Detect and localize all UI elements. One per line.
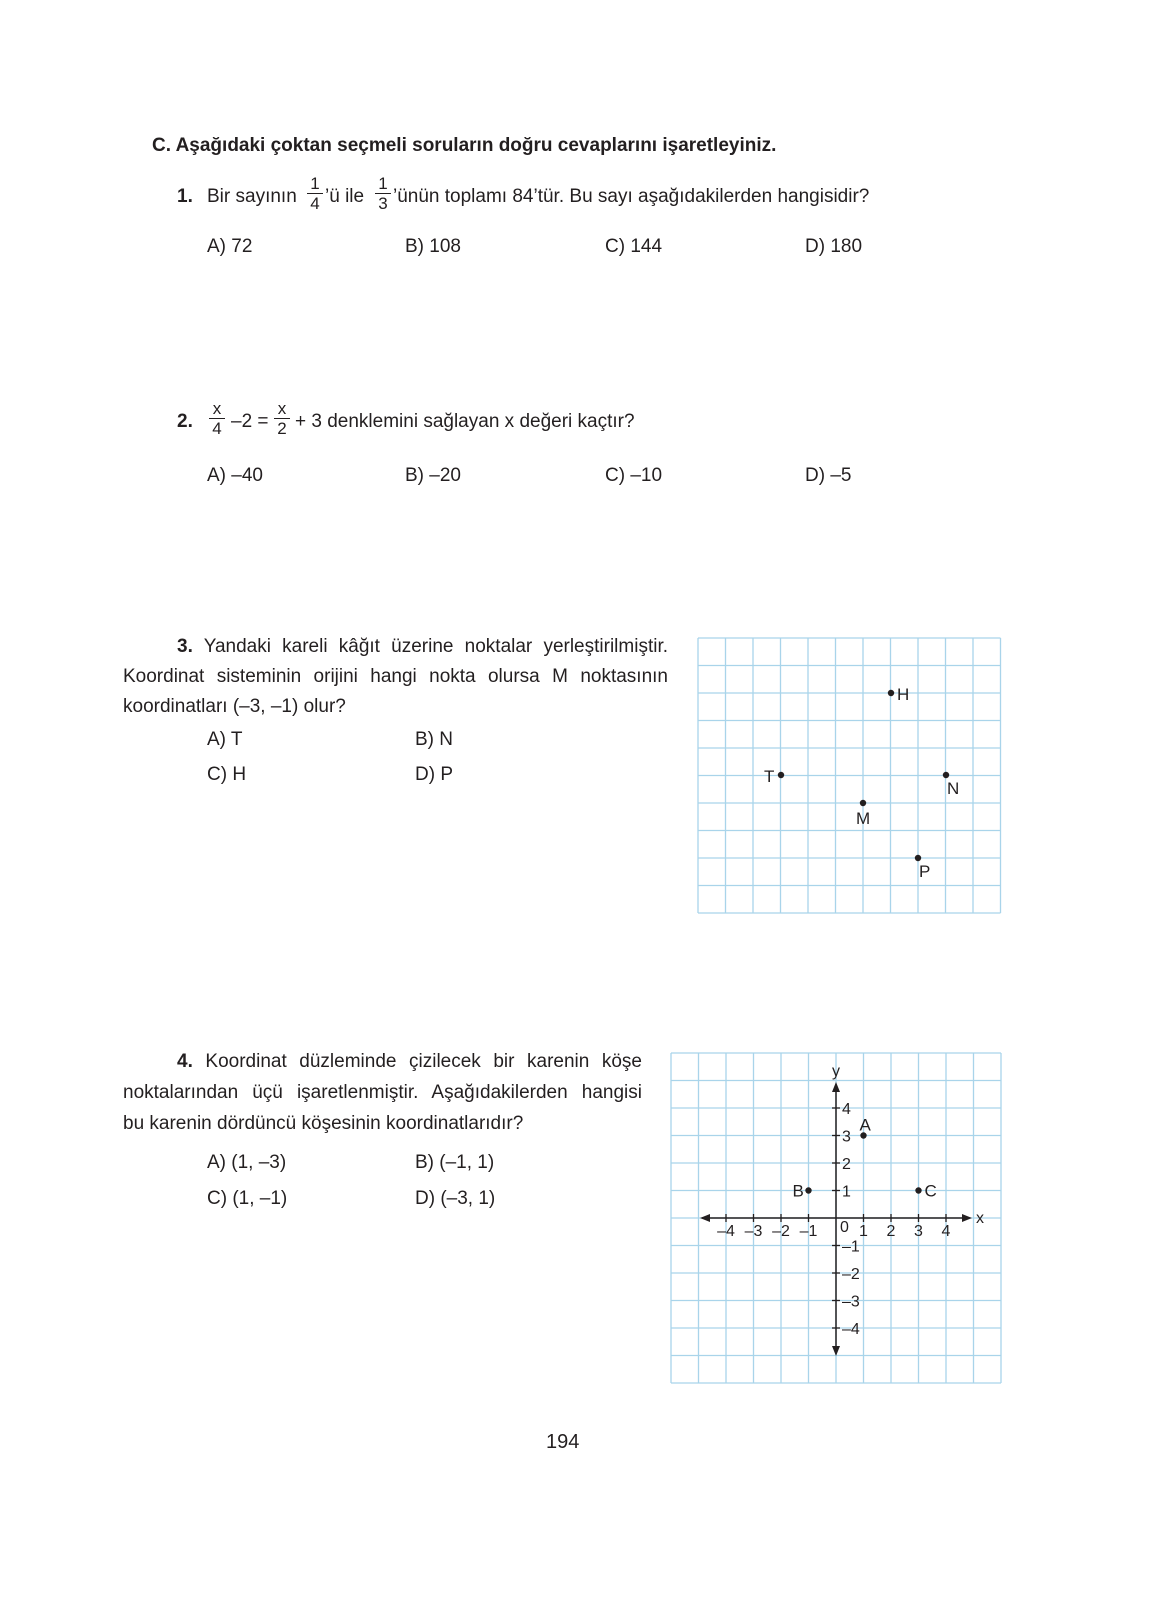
- point-n-dot: [943, 772, 949, 778]
- y-tick-label: –2: [842, 1266, 860, 1283]
- origin-label: 0: [840, 1219, 849, 1236]
- question-4-option-b[interactable]: B) (–1, 1): [415, 1152, 495, 1173]
- question-3-text: Yandaki kareli kâğıt üzerine noktalar yerleştirilmiştir.: [203, 636, 668, 657]
- question-4-option-d[interactable]: D) (–3, 1): [415, 1188, 496, 1209]
- x-axis-arrow-right: [962, 1214, 972, 1222]
- question-2-text-end: + 3 denklemini sağlayan x değeri kaçtır?: [295, 411, 635, 432]
- y-tick-label: 3: [842, 1128, 851, 1146]
- y-axis-arrow-up: [832, 1082, 840, 1092]
- question-2-fraction-1: [209, 400, 225, 437]
- point-label: C: [924, 1181, 937, 1201]
- axis-ticks: [717, 1101, 950, 1338]
- x-tick-label: –4: [717, 1223, 735, 1240]
- point-m-dot: [860, 800, 866, 806]
- question-1-option-a[interactable]: A) 72: [207, 236, 253, 257]
- question-1-option-c[interactable]: C) 144: [605, 236, 663, 257]
- x-tick-label: 2: [886, 1223, 896, 1240]
- y-tick-label: 4: [842, 1101, 851, 1118]
- question-4-text: Koordinat düzleminde çizilecek bir karenin köşe: [205, 1051, 642, 1072]
- fraction-numerator: x: [212, 399, 222, 418]
- y-axis-label: y: [832, 1063, 840, 1080]
- question-1-option-d[interactable]: D) 180: [805, 236, 863, 257]
- point-t-label: T: [764, 767, 775, 786]
- fraction-denominator: 3: [378, 194, 388, 213]
- x-axis-arrow-left: [700, 1214, 710, 1222]
- question-1-text-middle: ’ü ile: [325, 186, 365, 207]
- point-dot: [915, 1187, 921, 1193]
- point-dot: [805, 1187, 811, 1193]
- question-3-grid-paper: [696, 636, 1006, 920]
- question-4-number: 4.: [177, 1051, 193, 1072]
- question-2-option-b[interactable]: B) –20: [405, 465, 461, 486]
- fraction-numerator: x: [277, 399, 287, 418]
- x-tick-label: –1: [799, 1223, 818, 1240]
- question-3-option-d[interactable]: D) P: [415, 764, 453, 785]
- x-tick-label: 1: [859, 1223, 868, 1240]
- y-tick-label: –4: [842, 1321, 860, 1338]
- point-m: [856, 800, 870, 828]
- y-tick-label: –3: [842, 1293, 860, 1311]
- fraction-denominator: 4: [310, 194, 320, 213]
- question-4-option-c[interactable]: C) (1, –1): [207, 1188, 288, 1209]
- y-axis: [832, 1063, 840, 1356]
- point-n-label: N: [947, 779, 960, 798]
- question-1-option-b[interactable]: B) 108: [405, 236, 461, 257]
- question-4-line-2: noktalarından üçü işaretlenmiştir. Aşağıdakilerden hangisi: [123, 1082, 642, 1103]
- x-tick-label: 3: [914, 1223, 923, 1240]
- question-3-line-2: Koordinat sisteminin orijini hangi nokta olursa M noktasının: [123, 666, 668, 687]
- y-tick-label: 2: [842, 1156, 851, 1173]
- grid-lines: [698, 638, 1001, 913]
- question-4-line-3: bu karenin dördüncü köşesinin koordinatlarıdır?: [123, 1113, 524, 1134]
- x-axis-label: x: [976, 1210, 984, 1227]
- x-tick-label: –3: [744, 1223, 763, 1240]
- fraction-denominator: 2: [277, 419, 287, 438]
- question-3-line-3: koordinatları (–3, –1) olur?: [123, 696, 346, 717]
- fraction-denominator: 4: [212, 419, 222, 438]
- question-2-option-a[interactable]: A) –40: [207, 465, 263, 486]
- x-tick-label: 4: [941, 1223, 951, 1240]
- point-label: A: [859, 1115, 871, 1135]
- point-t-dot: [778, 772, 784, 778]
- point-p-dot: [915, 855, 921, 861]
- point-t: [764, 767, 784, 786]
- fraction-numerator: 1: [378, 174, 388, 193]
- question-4-option-a[interactable]: A) (1, –3): [207, 1152, 287, 1173]
- question-2-option-c[interactable]: C) –10: [605, 465, 663, 486]
- question-4-line-1: [177, 1047, 642, 1077]
- y-tick-label: 1: [842, 1183, 851, 1201]
- point-h-dot: [888, 690, 894, 696]
- question-3-option-c[interactable]: C) H: [207, 764, 247, 785]
- point-h-label: H: [897, 685, 910, 704]
- page-number: 194: [546, 1431, 580, 1453]
- point-p: [915, 855, 931, 881]
- question-3-line-1: [177, 632, 668, 662]
- point-m-label: M: [856, 809, 871, 828]
- question-2-option-d[interactable]: D) –5: [805, 465, 852, 486]
- question-1-fraction-1: [307, 175, 323, 212]
- section-title: C. Aşağıdaki çoktan seçmeli soruların doğru cevaplarını işaretleyiniz.: [152, 135, 777, 156]
- question-1-text-end: ’ünün toplamı 84’tür. Bu sayı aşağıdakilerden hangisidir?: [393, 186, 870, 207]
- question-2-text-middle: –2 =: [231, 411, 269, 432]
- x-tick-label: –2: [772, 1223, 790, 1240]
- fraction-numerator: 1: [310, 174, 320, 193]
- question-3-option-a[interactable]: A) T: [207, 729, 243, 750]
- question-1-number: 1.: [177, 186, 193, 207]
- point-p-label: P: [919, 862, 931, 881]
- plotted-points: [793, 1116, 937, 1201]
- question-1-fraction-2: [375, 175, 391, 212]
- point-label: B: [792, 1181, 804, 1201]
- question-2-fraction-2: [274, 400, 290, 437]
- question-3-option-b[interactable]: B) N: [415, 729, 453, 750]
- question-1-text-start: Bir sayının: [207, 186, 297, 207]
- question-3-number: 3.: [177, 636, 193, 657]
- y-tick-label: –1: [842, 1238, 860, 1256]
- question-2-number: 2.: [177, 411, 193, 432]
- y-axis-arrow-down: [832, 1346, 840, 1356]
- question-4-coordinate-plane: [668, 1050, 1006, 1386]
